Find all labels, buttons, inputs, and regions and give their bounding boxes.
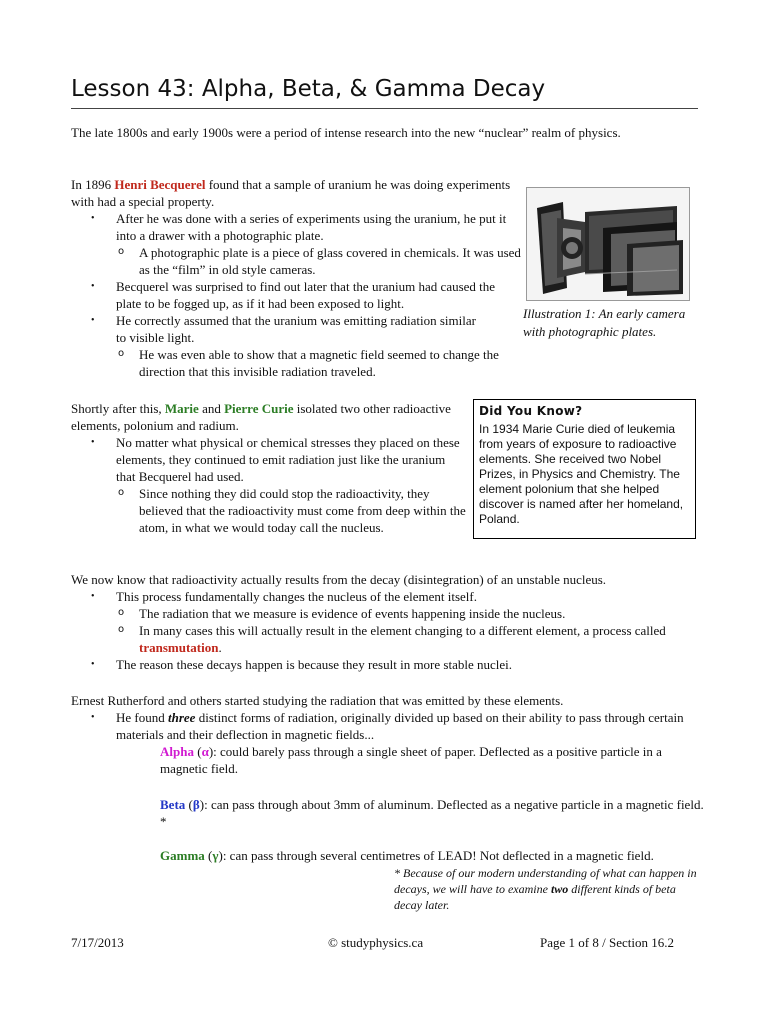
list-item: o The radiation that we measure is evidence of events happening inside the nucleus. [71, 605, 701, 622]
list-item: • This process fundamentally changes the nucleus of the element itself. [71, 588, 701, 605]
camera-illustration [526, 187, 690, 301]
footer-site: © studyphysics.ca [328, 935, 424, 950]
list-item: o A photographic plate is a piece of glass covered in chemicals. It was used as the “film” in old style cameras. [71, 244, 521, 278]
did-you-know-title: Did You Know? [479, 404, 583, 418]
list-item: • He correctly assumed that the uranium was emitting radiation similar to visible light. [71, 312, 521, 346]
beta-footnote: * Because of our modern understanding of what can happen in decays, we will have to examine two different kinds of beta decay later. [394, 866, 697, 912]
pierre-curie-name: Pierre Curie [224, 401, 294, 416]
alpha-description: Alpha (α): could barely pass through a single sheet of paper. Deflected as a positive particle in a magnetic field. [160, 744, 662, 776]
list-item: o Since nothing they did could stop the radioactivity, they believed that the radioactivity must come from deep within the atom, in what we would today call the nucleus. [71, 485, 466, 536]
alpha-label: Alpha [160, 744, 194, 759]
nucleus-list [71, 588, 701, 673]
rutherford-section [71, 692, 701, 743]
two-emphasis: two [550, 882, 569, 896]
transmutation-term: transmutation [139, 640, 219, 655]
henri-becquerel-name: Henri Becquerel [114, 177, 206, 192]
list-item: o He was even able to show that a magnetic field seemed to change the direction that this invisible radiation traveled. [71, 346, 521, 380]
list-item: • He found three distinct forms of radiation, originally divided up based on their ability to pass through certain materials and their deflection in magnetic fields... [71, 709, 701, 743]
list-item: • Becquerel was surprised to find out later that the uranium had caused the plate to be fogged up, as if it had been exposed to light. [71, 278, 521, 312]
curie-lead: Shortly after this, Marie and Pierre Curie isolated two other radioactive elements, polonium and radium. [71, 401, 451, 433]
alpha-symbol: α [201, 744, 209, 759]
nucleus-lead: We now know that radioactivity actually results from the decay (disintegration) of an unstable nucleus. [71, 572, 607, 587]
marie-name: Marie [164, 401, 199, 416]
becquerel-section [71, 176, 521, 380]
beta-symbol: β [192, 797, 200, 812]
curie-section [71, 400, 466, 536]
camera-image [527, 188, 689, 300]
nucleus-section [71, 571, 701, 673]
curie-list [71, 434, 466, 536]
intro-paragraph: The late 1800s and early 1900s were a period of intense research into the new “nuclear” realm of physics. [71, 125, 621, 140]
did-you-know-text: In 1934 Marie Curie died of leukemia from years of exposure to radioactive elements. She received two Nobel Prizes, in Physics and Chemistry. The element polonium that she helped discover is named after her homeland, Poland. [479, 422, 684, 526]
illustration-caption: Illustration 1: An early camera with photographic plates. [523, 306, 686, 339]
footer-page: Page 1 of 8 / Section 16.2 [540, 935, 674, 950]
gamma-label: Gamma [160, 848, 205, 863]
list-item: • The reason these decays happen is because they result in more stable nuclei. [71, 656, 701, 673]
becquerel-lead: In 1896 Henri Becquerel found that a sample of uranium he was doing experiments with had a special property. [71, 177, 511, 209]
did-you-know-box [473, 399, 696, 539]
beta-description: Beta (β): can pass through about 3mm of aluminum. Deflected as a negative particle in a magnetic field. * [160, 797, 704, 829]
three-emphasis: three [168, 710, 196, 725]
gamma-symbol: γ [212, 848, 219, 863]
becquerel-list [71, 210, 521, 380]
list-item: o In many cases this will actually result in the element changing to a different element, a process called transmutation. [71, 622, 701, 656]
footer-date: 7/17/2013 [71, 935, 124, 950]
rutherford-lead: Ernest Rutherford and others started studying the radiation that was emitted by these elements. [71, 693, 564, 708]
list-item: • No matter what physical or chemical stresses they placed on these elements, they continued to emit radiation just like the uranium that Becquerel had used. [71, 434, 466, 485]
rutherford-list [71, 709, 701, 743]
beta-label: Beta [160, 797, 186, 812]
gamma-description: Gamma (γ): can pass through several centimetres of LEAD! Not deflected in a magnetic field. [160, 848, 654, 863]
list-item: • After he was done with a series of experiments using the uranium, he put it into a drawer with a photographic plate. [71, 210, 521, 244]
page-title: Lesson 43: Alpha, Beta, & Gamma Decay [71, 74, 698, 109]
